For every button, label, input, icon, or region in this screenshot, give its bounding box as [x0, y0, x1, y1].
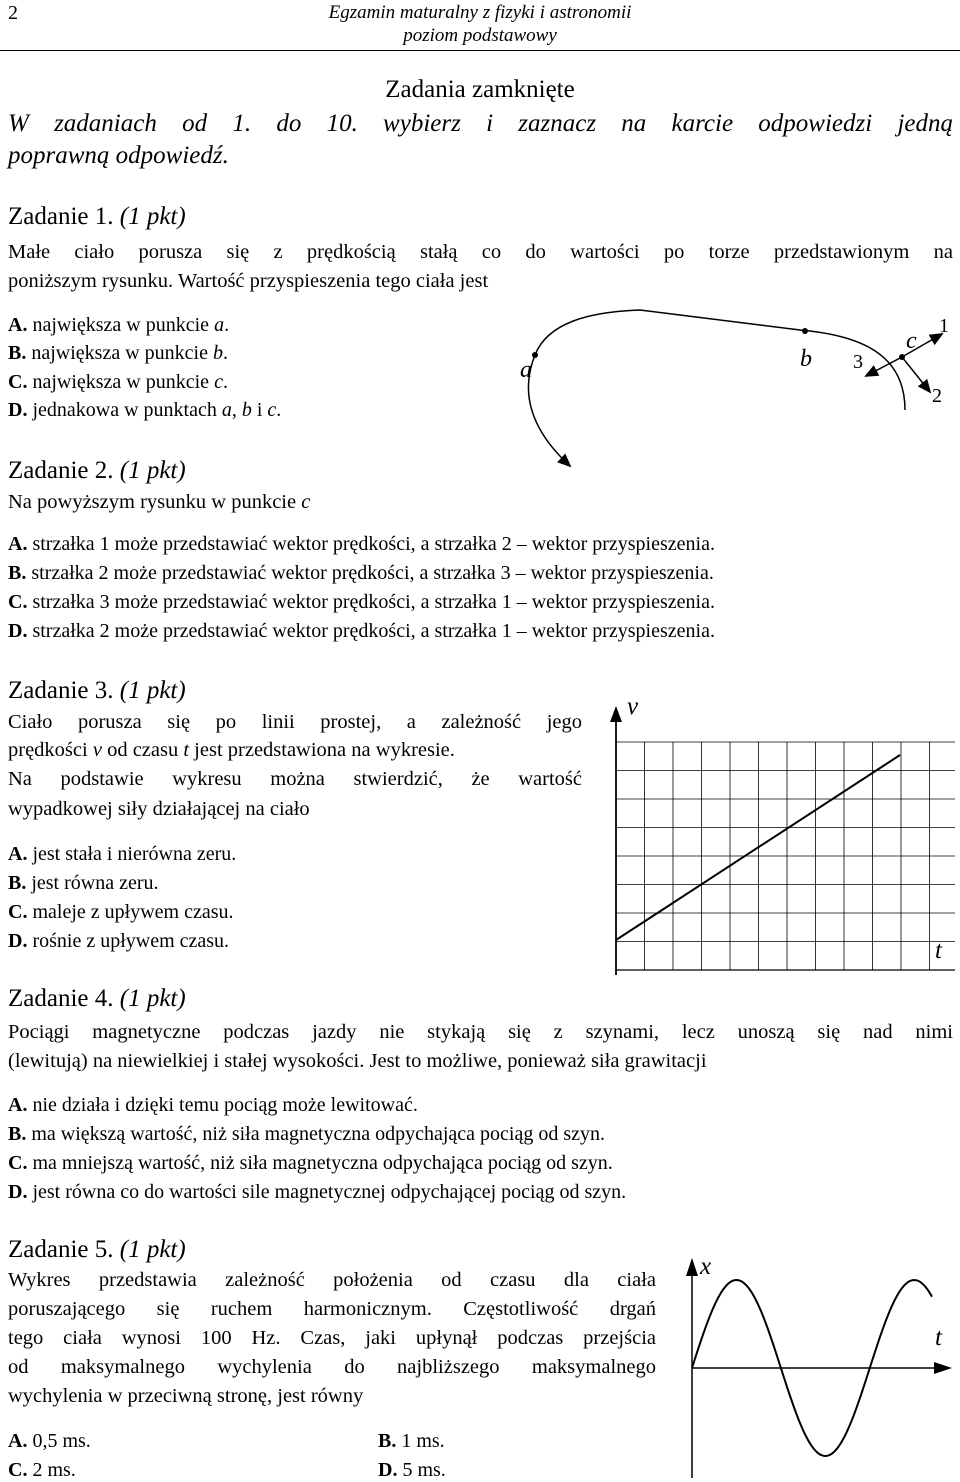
point-a-label: a	[520, 357, 532, 383]
option-label: C.	[8, 901, 28, 923]
option-var: b	[212, 342, 223, 364]
position-x-arrowhead	[934, 1362, 952, 1374]
option-text: strzałka 2 może przedstawiać wektor prędkości, a strzałka 1 – wektor przyspieszenia.	[32, 620, 715, 642]
option-text: jednakowa w punktach	[32, 399, 222, 421]
option-label: D.	[8, 620, 28, 642]
arrow-3-label: 3	[853, 351, 863, 373]
exam-title-line1: Egzamin maturalny z fizyki i astronomii	[328, 2, 632, 23]
velocity-ylabel: v	[627, 693, 639, 720]
task2-text-var: c	[301, 491, 311, 513]
option-text: strzałka 1 może przedstawiać wektor prędkości, a strzałka 2 – wektor przyspieszenia.	[32, 533, 715, 555]
task5-text-line5: wychylenia w przeciwną stronę, jest równy	[8, 1385, 364, 1407]
option-end: .	[224, 314, 230, 336]
instructions-line1: W zadaniach od 1. do 10. wybierz i zaznacz na karcie odpowiedzi jedną	[8, 110, 953, 137]
text: prędkości	[8, 739, 93, 761]
option-label: A.	[8, 1094, 28, 1116]
page-number: 2	[8, 2, 18, 24]
option-label: D.	[8, 399, 28, 421]
section-title: Zadania zamknięte	[385, 76, 575, 103]
option-text: jest równa zeru.	[31, 872, 159, 894]
var-v: v	[92, 739, 102, 761]
option-var: a	[214, 314, 225, 336]
option-label: A.	[8, 1430, 28, 1452]
option-var: b	[241, 399, 252, 421]
option-text: nie działa i dzięki temu pociąg może lewitować.	[32, 1094, 418, 1116]
option-label: A.	[8, 314, 28, 336]
task1-points: (1 pkt)	[119, 203, 186, 230]
exam-title-line2: poziom podstawowy	[403, 25, 557, 46]
task1-title: Zadanie 1.	[8, 203, 114, 230]
task2-text-main: Na powyższym rysunku w punkcie	[8, 491, 302, 513]
task2-points: (1 pkt)	[119, 457, 186, 484]
text: od czasu	[101, 739, 184, 761]
instructions-line2: poprawną odpowiedź.	[8, 142, 229, 169]
task5-points: (1 pkt)	[119, 1236, 186, 1263]
option-label: D.	[378, 1459, 398, 1481]
task5-text-line2: poruszającego się ruchem harmonicznym. Częstotliwość drgań	[8, 1298, 656, 1320]
task1-text-line2: poniższym rysunku. Wartość przyspieszenia tego ciała jest	[8, 270, 489, 292]
option-end: .	[276, 399, 282, 421]
option-text: największa w punkcie	[32, 371, 215, 393]
task5-title: Zadanie 5.	[8, 1236, 114, 1263]
option-label: B.	[8, 342, 27, 364]
task2-title: Zadanie 2.	[8, 457, 114, 484]
option-text: 2 ms.	[32, 1459, 76, 1481]
option-var: c	[214, 371, 223, 393]
task5-text-line4: od maksymalnego wychylenia do najbliższego maksymalnego	[8, 1356, 656, 1378]
position-xlabel: t	[935, 1324, 942, 1351]
option-label: B.	[8, 562, 27, 584]
task3-text-line1: Ciało porusza się po linii prostej, a zależność jego	[8, 711, 582, 733]
task4-points: (1 pkt)	[119, 985, 186, 1012]
option-text: maleje z upływem czasu.	[32, 901, 234, 923]
option-end: .	[222, 371, 228, 393]
option-label: A.	[8, 843, 28, 865]
option-text: strzałka 2 może przedstawiać wektor prędkości, a strzałka 3 – wektor przyspieszenia.	[31, 562, 714, 584]
task5-text-line3: tego ciała wynosi 100 Hz. Czas, jaki upłynął podczas przejścia	[8, 1327, 656, 1349]
option-label: C.	[8, 591, 28, 613]
option-label: B.	[8, 872, 27, 894]
task3-points: (1 pkt)	[119, 677, 186, 704]
option-var: c	[267, 399, 277, 421]
option-text: 0,5 ms.	[32, 1430, 91, 1452]
option-label: D.	[8, 1181, 28, 1203]
option-label: C.	[8, 371, 28, 393]
option-label: B.	[378, 1430, 397, 1452]
task4-text-line1: Pociągi magnetyczne podczas jazdy nie stykają się z szynami, lecz unoszą się nad nimi	[8, 1021, 953, 1043]
task1-text-line1: Małe ciało porusza się z prędkością stałą co do wartości po torze przedstawionym na	[8, 241, 953, 263]
option-text: jest równa co do wartości sile magnetycznej odpychającej pociąg od szyn.	[32, 1181, 627, 1203]
option-text: ma większą wartość, niż siła magnetyczna odpychająca pociąg od szyn.	[31, 1123, 606, 1145]
point-b-label: b	[800, 346, 812, 372]
option-text: największa w punkcie	[31, 342, 213, 364]
option-var: a	[221, 399, 232, 421]
task5-text-line1: Wykres przedstawia zależność położenia od czasu dla ciała	[8, 1269, 656, 1291]
task4-text-line2: (lewitują) na niewielkiej i stałej wysokości. Jest to możliwe, ponieważ siła grawitacji	[8, 1050, 707, 1072]
text: jest przedstawiona na wykresie.	[189, 739, 455, 761]
arrow-1-label: 1	[939, 315, 949, 337]
var-t: t	[183, 739, 190, 761]
option-sep: ,	[231, 399, 242, 421]
position-ylabel: x	[700, 1253, 712, 1280]
option-text: 1 ms.	[401, 1430, 445, 1452]
option-label: B.	[8, 1123, 27, 1145]
option-sep: i	[251, 399, 268, 421]
option-text: 5 ms.	[402, 1459, 446, 1481]
task3-title: Zadanie 3.	[8, 677, 114, 704]
option-label: A.	[8, 533, 28, 555]
task3-text-line3: Na podstawie wykresu można stwierdzić, że wartość	[8, 768, 582, 790]
option-text: rośnie z upływem czasu.	[32, 930, 230, 952]
option-end: .	[222, 342, 228, 364]
option-label: D.	[8, 930, 28, 952]
position-y-arrowhead	[686, 1258, 698, 1276]
option-text: jest stała i nierówna zeru.	[32, 843, 237, 865]
option-label: C.	[8, 1152, 28, 1174]
option-text: największa w punkcie	[32, 314, 215, 336]
option-text: strzałka 3 może przedstawiać wektor prędkości, a strzałka 1 – wektor przyspieszenia.	[32, 591, 715, 613]
task3-text-line4: wypadkowej siły działającej na ciało	[8, 798, 310, 820]
arrow-2-label: 2	[932, 385, 942, 407]
option-text: ma mniejszą wartość, niż siła magnetyczna odpychająca pociąg od szyn.	[32, 1152, 613, 1174]
task4-title: Zadanie 4.	[8, 985, 114, 1012]
velocity-xlabel: t	[935, 937, 942, 964]
point-c-label: c	[906, 328, 917, 354]
option-label: C.	[8, 1459, 28, 1481]
